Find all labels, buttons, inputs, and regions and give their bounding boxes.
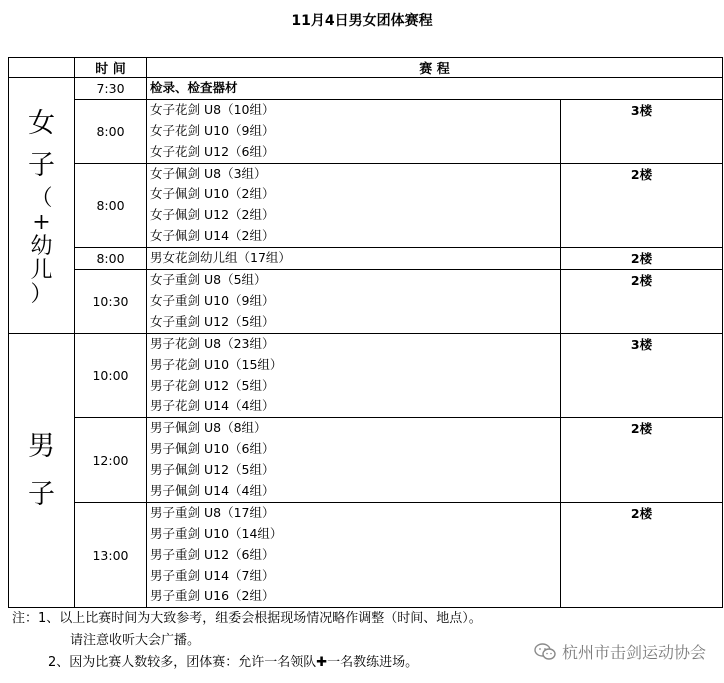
time-cell: 12:00: [75, 418, 147, 503]
table-row: [9, 78, 723, 100]
event-cell: 女子佩剑 U8（3组） 女子佩剑 U10（2组） 女子佩剑 U12（2组） 女子佩剑 U14（2组）: [147, 163, 561, 248]
table-row: [9, 99, 723, 163]
note-line-1: 注：1、以上比赛时间为大致参考，组委会根据现场情况略作调整（时间、地点）。: [12, 611, 482, 626]
event-cell: 女子重剑 U8（5组） 女子重剑 U10（9组） 女子重剑 U12（5组）: [147, 270, 561, 334]
location-cell: 2楼: [561, 502, 723, 607]
time-cell: 7:30: [75, 78, 147, 100]
watermark-text: 杭州市击剑运动协会: [561, 643, 706, 662]
table-row: [9, 418, 723, 503]
time-cell: 13:00: [75, 502, 147, 607]
time-cell: 8:00: [75, 163, 147, 248]
header-schedule: 赛 程: [147, 58, 723, 78]
location-cell: 3楼: [561, 333, 723, 418]
table-row: [9, 502, 723, 607]
table-row: [9, 270, 723, 334]
location-cell: 2楼: [561, 418, 723, 503]
notes: [12, 608, 482, 674]
location-cell: 2楼: [561, 163, 723, 248]
group-women-cell: [9, 78, 75, 334]
location-cell: 2楼: [561, 248, 723, 270]
event-cell: 男女花剑幼儿组（17组）: [147, 248, 561, 270]
table-row: [9, 248, 723, 270]
time-cell: 10:00: [75, 333, 147, 418]
table-header-row: [9, 58, 723, 78]
group-women-label: 女 子 （ + 幼 儿 ）: [28, 108, 55, 308]
wechat-icon: [534, 643, 556, 661]
location-cell: 3楼: [561, 99, 723, 163]
header-time: 时 间: [75, 58, 147, 78]
header-blank: [9, 58, 75, 78]
event-cell: 男子佩剑 U8（8组） 男子佩剑 U10（6组） 男子佩剑 U12（5组） 男子佩剑 U14（4组）: [147, 418, 561, 503]
schedule-table: [8, 57, 723, 608]
time-cell: 8:00: [75, 248, 147, 270]
event-cell: 男子重剑 U8（17组） 男子重剑 U10（14组） 男子重剑 U12（6组） 男子重剑 U14（7组） 男子重剑 U16（2组）: [147, 502, 561, 607]
group-men-label: 男 子: [28, 430, 55, 510]
note-line-2: 2、因为比赛人数较多，团体赛：允许一名领队✚一名教练进场。: [48, 655, 419, 670]
note-line-1b: 请注意收听大会广播。: [70, 633, 201, 648]
event-cell: 男子花剑 U8（23组） 男子花剑 U10（15组） 男子花剑 U12（5组） 男子花剑 U14（4组）: [147, 333, 561, 418]
location-cell: 2楼: [561, 270, 723, 334]
time-cell: 8:00: [75, 99, 147, 163]
watermark: [534, 640, 706, 663]
page-title: 11月4日男女团体赛程: [291, 13, 433, 29]
time-cell: 10:30: [75, 270, 147, 334]
table-row: [9, 163, 723, 248]
event-cell: 检录、检查器材: [147, 78, 723, 100]
table-row: [9, 333, 723, 418]
event-cell: 女子花剑 U8（10组） 女子花剑 U10（9组） 女子花剑 U12（6组）: [147, 99, 561, 163]
group-men-cell: [9, 333, 75, 608]
